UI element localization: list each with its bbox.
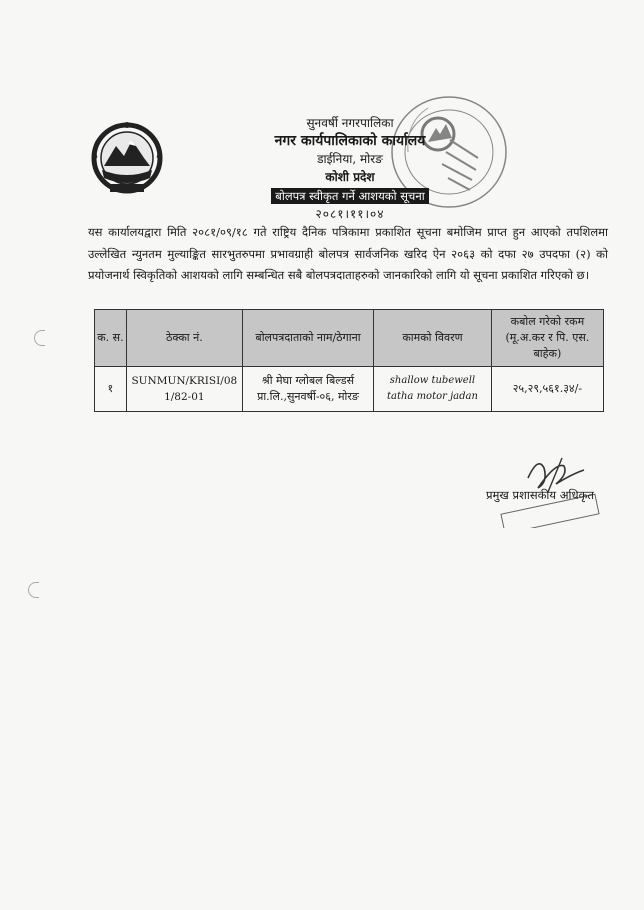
cell-serial-number: १ [95,367,127,412]
municipality-name: सुनवर्षी नगरपालिका [306,116,394,130]
punch-hole-mark [28,582,39,598]
office-name: नगर कार्यपालिकाको कार्यालय [274,133,426,149]
notice-body-paragraph: यस कार्यालयद्वारा मिति २०८१/०९/१८ गते राष्ट्रिय दैनिक पत्रिकामा प्रकाशित सूचना बमोजिम प्राप्त हुन आएको तपशिलमा उल्लेखित न्युनतम मुल्याङ्कित सारभुतरुपमा प्रभावग्राही बोलपत्र सार्वजनिक खरिद ऐन २०६३ को दफा २७ उपदफा (२) को प्रयोजनार्थ स्विकृतिको आशयको लागि सम्बन्धित सबै बोलपत्रदाताहरुको जानकारिको लागि यो सूचना प्रकाशित गरिएको छ। [88,225,608,282]
header-work-description: कामको विवरण [374,310,492,367]
office-location: डाईनिया, मोरङ [317,152,383,166]
province-name: कोशी प्रदेश [325,170,375,184]
table-header-row [95,310,604,367]
cell-bid-amount: २५,२९,५६१.३४/- [491,367,603,412]
bid-acceptance-table [94,309,604,412]
cell-contract-number: SUNMUN/KRISI/081/82-01 [126,367,242,412]
letterhead [230,114,470,223]
punch-hole-mark [34,330,45,346]
header-bid-amount: कबोल गरेको रकम (मू.अ.कर र पि. एस. बाहेक) [491,310,603,367]
notice-title: बोलपत्र स्वीकृत गर्ने आशयको सूचना [271,188,428,204]
notice-date: २०८१।११।०४ [315,207,385,221]
header-serial-number: क. स. [95,310,127,367]
cell-bidder: श्री मेघा ग्लोबल बिल्डर्स प्रा.लि.,सुनवर्षी-०६, मोरङ [242,367,373,412]
header-contract-number: ठेक्का नं. [126,310,242,367]
header-bidder-name-address: बोलपत्रदाताको नाम/ठेगाना [242,310,373,367]
signatory-title: प्रमुख प्रशासकीय अधिकृत [486,488,594,502]
table-row [95,367,604,412]
cell-work-description: shallow tubewell tatha motor jadan [374,367,492,412]
nepal-emblem-logo [88,118,166,198]
